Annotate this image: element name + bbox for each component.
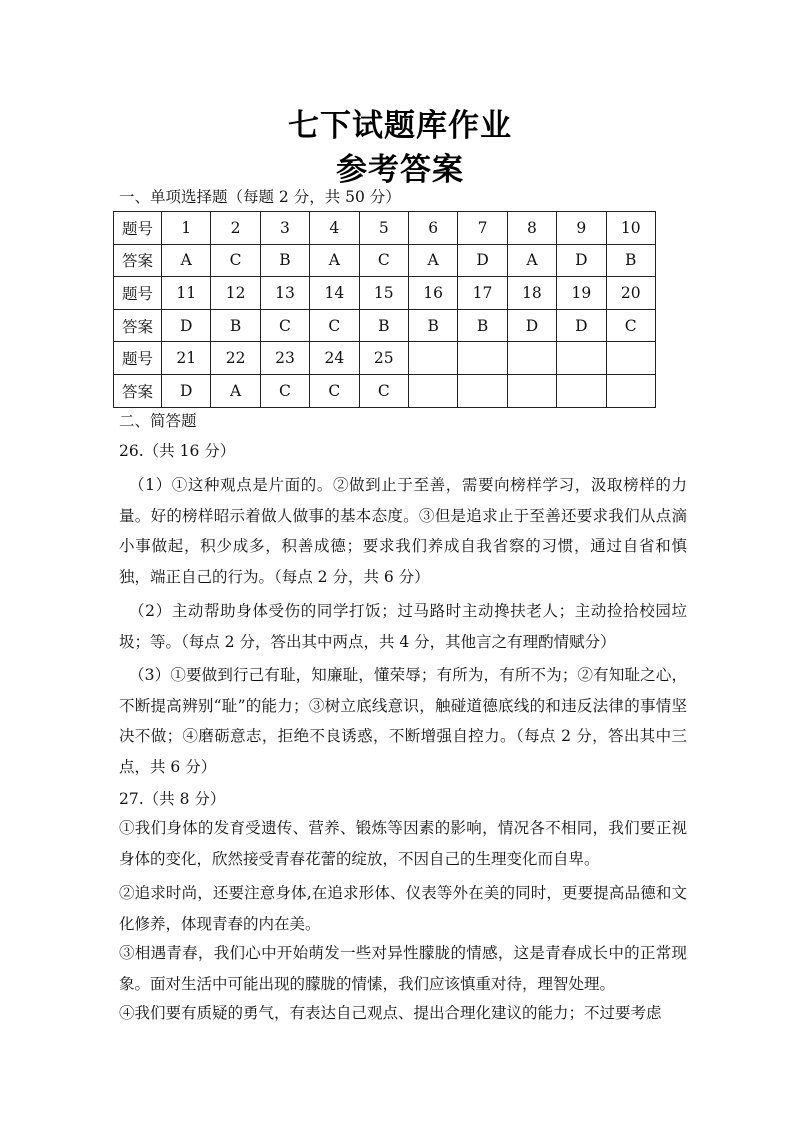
answer-value: B — [359, 309, 408, 342]
empty-cell — [458, 374, 507, 407]
answer-value: C — [260, 374, 309, 407]
question-number: 18 — [507, 277, 556, 310]
question-number: 6 — [408, 212, 457, 245]
question-number: 4 — [310, 212, 359, 245]
question-number: 7 — [458, 212, 507, 245]
answer-value: A — [211, 374, 260, 407]
document-subtitle: 参考答案 — [336, 152, 464, 188]
question-number: 10 — [606, 212, 655, 245]
answer-value: D — [557, 309, 606, 342]
answer-value: C — [359, 244, 408, 277]
question-number: 9 — [557, 212, 606, 245]
empty-cell — [557, 374, 606, 407]
answer-value: C — [606, 309, 655, 342]
question-27-point-4: ④我们要有质疑的勇气，有表达自己观点、提出合理化建议的能力；不过要考虑 — [119, 1004, 662, 1022]
answer-value: B — [606, 244, 655, 277]
answer-value: C — [260, 309, 309, 342]
question-number: 16 — [408, 277, 457, 310]
question-number: 8 — [507, 212, 556, 245]
table-row — [114, 277, 656, 310]
empty-cell — [408, 342, 457, 375]
answer-value: B — [408, 309, 457, 342]
empty-cell — [507, 342, 556, 375]
table-row — [114, 374, 656, 407]
answer-value: D — [458, 244, 507, 277]
question-number: 22 — [211, 342, 260, 375]
answer-value: C — [310, 309, 359, 342]
answer-value: A — [310, 244, 359, 277]
question-number: 20 — [606, 277, 655, 310]
question-number: 1 — [162, 212, 211, 245]
question-number: 25 — [359, 342, 408, 375]
answer-value: B — [260, 244, 309, 277]
question-number: 12 — [211, 277, 260, 310]
question-number: 19 — [557, 277, 606, 310]
table-row — [114, 212, 656, 245]
answer-value: D — [162, 309, 211, 342]
answer-value: A — [507, 244, 556, 277]
question-26-header: 26.（共 16 分） — [119, 442, 236, 460]
question-number: 11 — [162, 277, 211, 310]
answer-value: D — [507, 309, 556, 342]
document-title: 七下试题库作业 — [288, 108, 512, 144]
question-27-header: 27.（共 8 分） — [119, 790, 226, 808]
answer-value: B — [211, 309, 260, 342]
question-number: 14 — [310, 277, 359, 310]
section1-heading: 一、单项选择题（每题 2 分，共 50 分） — [119, 188, 401, 206]
empty-cell — [507, 374, 556, 407]
table-row — [114, 342, 656, 375]
question-number: 13 — [260, 277, 309, 310]
question-number: 5 — [359, 212, 408, 245]
answer-value: D — [162, 374, 211, 407]
question-number: 15 — [359, 277, 408, 310]
row-label-question: 题号 — [114, 277, 162, 310]
row-label-answer: 答案 — [114, 244, 162, 277]
question-number: 24 — [310, 342, 359, 375]
answer-value: B — [458, 309, 507, 342]
empty-cell — [458, 342, 507, 375]
answer-value: C — [310, 374, 359, 407]
question-number: 21 — [162, 342, 211, 375]
answer-value: A — [408, 244, 457, 277]
question-27-point-3: ③相遇青春，我们心中开始萌发一些对异性朦胧的情感，这是青春成长中的正常现象。面对生活中可能出现的朦胧的情愫，我们应该慎重对待，理智处理。 — [119, 944, 687, 993]
question-27-point-1: ①我们身体的发育受遗传、营养、锻炼等因素的影响，情况各不相同，我们要正视身体的变化，欣然接受青春花蕾的绽放，不因自己的生理变化而自卑。 — [119, 819, 687, 868]
question-number: 23 — [260, 342, 309, 375]
row-label-answer: 答案 — [114, 309, 162, 342]
empty-cell — [606, 374, 655, 407]
row-label-answer: 答案 — [114, 374, 162, 407]
empty-cell — [606, 342, 655, 375]
question-26-part-1: （1）①这种观点是片面的。②做到止于至善，需要向榜样学习，汲取榜样的力量。好的榜样昭示着做人做事的基本态度。③但是追求止于至善还要求我们从点滴小事做起，积少成多，积善成德；要求我们养成自我省察的习惯，通过自省和慎独，端正自己的行为。（每点 2 分，共 6 分） — [119, 476, 687, 586]
question-number: 17 — [458, 277, 507, 310]
answer-value: C — [211, 244, 260, 277]
empty-cell — [557, 342, 606, 375]
question-number: 2 — [211, 212, 260, 245]
answer-value: C — [359, 374, 408, 407]
question-number: 3 — [260, 212, 309, 245]
question-27-point-2: ②追求时尚，还要注意身体,在追求形体、仪表等外在美的同时，更要提高品德和文化修养，体现青春的内在美。 — [119, 884, 687, 933]
table-row — [114, 244, 656, 277]
empty-cell — [408, 374, 457, 407]
answer-value: D — [557, 244, 606, 277]
table-row — [114, 309, 656, 342]
row-label-question: 题号 — [114, 212, 162, 245]
row-label-question: 题号 — [114, 342, 162, 375]
question-26-part-2: （2）主动帮助身体受伤的同学打饭；过马路时主动搀扶老人；主动捡拾校园垃圾；等。（每点 2 分，答出其中两点，共 4 分，其他言之有理酌情赋分） — [119, 602, 687, 651]
question-26-part-3: （3）①要做到行己有耻，知廉耻，懂荣辱；有所为，有所不为；②有知耻之心，不断提高辨别“耻”的能力；③树立底线意识，触碰道德底线的和违反法律的事情坚决不做；④磨砺意志，拒绝不良诱惑，不断增强自控力。（每点 2 分，答出其中三点，共 6 分） — [119, 666, 687, 776]
answer-table — [113, 211, 656, 408]
answer-value: A — [162, 244, 211, 277]
section2-heading: 二、简答题 — [119, 412, 197, 430]
